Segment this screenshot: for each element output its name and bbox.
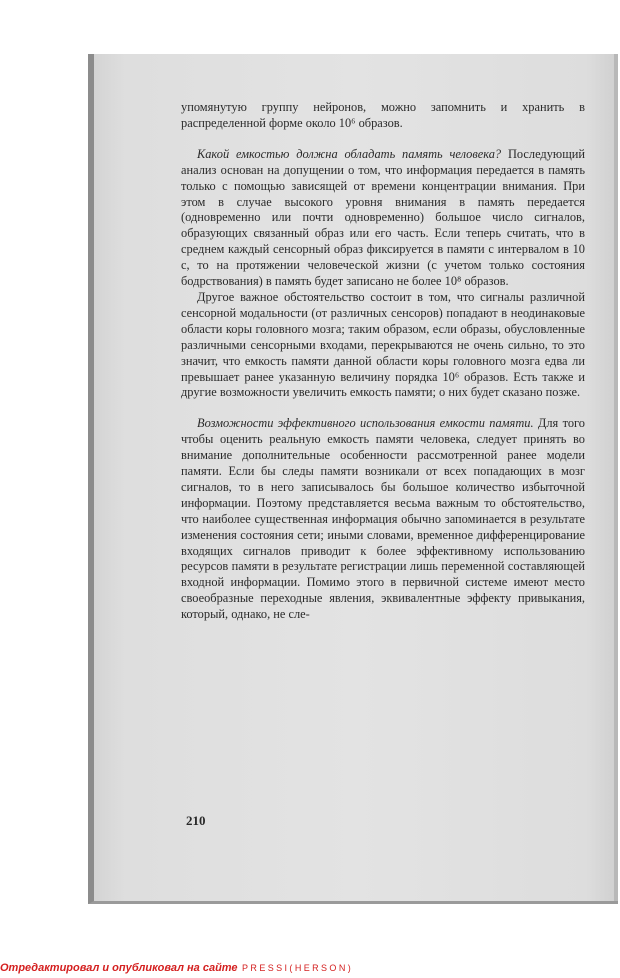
paragraph-continuation: упомянутую группу нейронов, можно запомнить и хранить в распределенной форме около 10⁶ образов. [181, 100, 585, 130]
page-text [181, 100, 585, 623]
section-heading-memory-capacity: Какой емкостью должна обладать память человека? [197, 146, 502, 161]
paragraph-memory-capacity-body: Последующий анализ основан на допущении о том, что информация передается в память только с помощью зависящей от времени концентрации внимания. При этом в случае высокого уровня внимания в память передается (одновременно или почти одновременно) большое число сигналов, образующих связанный образ или его часть. Если теперь считать, что в среднем каждый сенсорный образ фиксируется в памяти с интервалом в 10 с, то на протяжении человеческой жизни (с учетом только состояния бодрствования) в память будет записано не более 10⁸ образов. [181, 146, 585, 289]
page-number: 210 [186, 813, 206, 828]
paragraph-sensory-modality: Другое важное обстоятельство состоит в том, что сигналы различной сенсорной модальности (от различных сенсоров) попадают в неодинаковые области коры головного мозга; таким образом, если образы, обусловленные различными сенсорными входами, перекрываются не очень сильно, то это значит, что емкость памяти данной области коры головного мозга едва ли превышает ранее указанную величину порядка 10⁶ образов. Есть также и другие возможности увеличить емкость памяти; о них будет сказано позже. [181, 289, 585, 400]
section-heading-effective-use: Возможности эффективного использования емкости памяти. [197, 416, 534, 431]
footer-text: Отредактировал и опубликовал на сайте [0, 962, 238, 974]
paragraph-effective-use-body: Для того чтобы оценить реальную емкость памяти человека, следует принять во внимание дополнительные особенности рассмотренной ранее модели памяти. Если бы следы памяти возникали от всех попадающих в мозг сигналов, то в него записывалось бы большое количество избыточной информации. Поэтому представляется весьма важным то обстоятельство, что наиболее существенная информация обычно запоминается в результате изменения состояния сети; иными словами, временное дифференцирование входящих сигналов приводит к более эффективному использованию ресурсов памяти в результате регистрации лишь переменной составляющей входной информации. Помимо этого в первичной системе имеют место своеобразные переходные явления, эквивалентные эффекту привыкания, который, однако, не сле- [181, 416, 585, 622]
paragraph-effective-use [181, 416, 585, 623]
footer-watermark [0, 958, 353, 976]
footer-brand: PRESSI(HERSON) [242, 963, 354, 973]
paragraph-memory-capacity [181, 147, 585, 290]
